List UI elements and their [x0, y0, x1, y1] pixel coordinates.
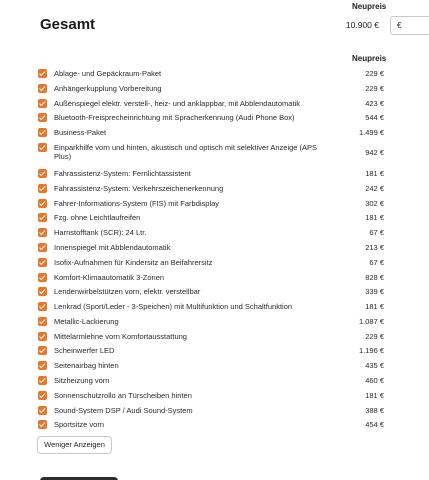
- item-label: Innenspiegel mit Abblendautomatik: [54, 243, 171, 252]
- item-label: Fahrassistenz-System: Fernlichtassistent: [54, 169, 191, 179]
- checkbox-checked-icon[interactable]: [38, 287, 47, 296]
- checkbox-checked-icon[interactable]: [38, 406, 47, 415]
- list-item[interactable]: [38, 167, 388, 182]
- summary-header: [0, 0, 429, 42]
- list-item[interactable]: [38, 300, 388, 315]
- item-price: 1.499 €: [358, 128, 384, 138]
- price-column-label: Neupreis: [352, 2, 387, 11]
- list-item[interactable]: [38, 315, 388, 330]
- checkbox-checked-icon[interactable]: [38, 376, 47, 385]
- list-item[interactable]: [38, 226, 388, 241]
- list-item[interactable]: [38, 97, 388, 112]
- item-label: Harnstofftank (SCR): 24 Ltr.: [54, 228, 147, 238]
- currency-input[interactable]: €: [390, 16, 429, 35]
- item-label: Einparkhilfe vorn und hinten, akustisch und optisch mit selektiver Anzeige (APS Plus): [54, 142, 318, 162]
- item-label: Sportsitze vorn: [54, 420, 105, 430]
- item-price: 181 €: [365, 169, 384, 179]
- total-price-box: [313, 13, 429, 37]
- checkbox-checked-icon[interactable]: [38, 84, 47, 93]
- checkbox-checked-icon[interactable]: [38, 69, 47, 78]
- item-label: Sound-System DSP / Audi Sound-System: [54, 405, 193, 415]
- item-price: 423 €: [365, 98, 384, 108]
- list-item[interactable]: [38, 82, 388, 97]
- item-label: Fzg. ohne Leichtlaufreifen: [54, 213, 141, 223]
- checkbox-checked-icon[interactable]: [38, 199, 47, 208]
- list-item[interactable]: [38, 344, 388, 359]
- list-item[interactable]: [38, 359, 388, 374]
- checkbox-checked-icon[interactable]: [38, 243, 47, 252]
- checkbox-checked-icon[interactable]: [38, 228, 47, 237]
- item-price: 339 €: [365, 287, 384, 297]
- item-label: Sonnenschutzrollo an Türscheiben hinten: [54, 390, 192, 400]
- item-price: 181 €: [365, 302, 384, 312]
- checkbox-checked-icon[interactable]: [38, 273, 47, 282]
- list-item[interactable]: [38, 374, 388, 389]
- equipment-list: [38, 67, 388, 433]
- checkbox-checked-icon[interactable]: [38, 420, 47, 429]
- item-label: Metallic-Lackierung: [54, 316, 119, 326]
- list-item[interactable]: [38, 404, 388, 419]
- item-price: 213 €: [365, 243, 384, 252]
- checkbox-checked-icon[interactable]: [38, 361, 47, 370]
- item-price: 229 €: [365, 331, 384, 341]
- checkbox-checked-icon[interactable]: [38, 391, 47, 400]
- total-value: 10.900 €: [345, 20, 379, 30]
- list-item[interactable]: [38, 211, 388, 226]
- list-item[interactable]: [38, 389, 388, 404]
- item-label: Ablage- und Gepäckraum-Paket: [54, 69, 162, 78]
- item-label: Fahrassistenz-System: Verkehrszeichenerkennung: [54, 183, 224, 193]
- item-price: 181 €: [365, 213, 384, 223]
- item-price: 454 €: [365, 420, 384, 430]
- item-price: 242 €: [365, 183, 384, 193]
- list-column-label: Neupreis: [352, 54, 387, 63]
- item-price: 302 €: [365, 198, 384, 208]
- checkbox-checked-icon[interactable]: [38, 317, 47, 326]
- checkbox-checked-icon[interactable]: [38, 258, 47, 267]
- item-label: Anhängerkupplung Vorbereitung: [54, 83, 162, 93]
- item-price: 544 €: [365, 113, 384, 123]
- item-price: 828 €: [365, 272, 384, 282]
- item-price: 1.087 €: [358, 316, 384, 326]
- item-label: Außenspiegel elektr. verstell-, heiz- und anklappbar, mit Abblendautomatik: [54, 98, 300, 108]
- item-price: 181 €: [365, 390, 384, 400]
- checkbox-checked-icon[interactable]: [38, 113, 47, 122]
- list-item[interactable]: [38, 111, 388, 126]
- checkbox-checked-icon[interactable]: [38, 302, 47, 311]
- item-price: 67 €: [369, 228, 384, 238]
- item-price: 67 €: [369, 257, 384, 267]
- list-item[interactable]: [38, 67, 388, 82]
- checkbox-checked-icon[interactable]: [38, 143, 47, 152]
- list-item[interactable]: [38, 126, 388, 141]
- item-label: Scheinwerfer LED: [54, 346, 115, 356]
- checkbox-checked-icon[interactable]: [38, 99, 47, 108]
- item-label: Mittelarmlehne vorn Komfortausstattung: [54, 331, 187, 341]
- checkbox-checked-icon[interactable]: [38, 332, 47, 341]
- item-price: 1.196 €: [358, 346, 384, 356]
- item-label: Lendenwirbelstützen vorn, elektr. verstellbar: [54, 287, 201, 297]
- item-price: 388 €: [365, 405, 384, 415]
- item-label: Bluetooth-Freisprecheinrichtung mit Spracherkennung (Audi Phone Box): [54, 113, 295, 123]
- list-item[interactable]: [38, 271, 388, 286]
- item-label: Sitzheizung vorn: [54, 376, 110, 386]
- list-item[interactable]: [38, 330, 388, 345]
- item-label: Fahrer-Informations-System (FIS) mit Farbdisplay: [54, 198, 220, 208]
- list-item[interactable]: [38, 285, 388, 300]
- item-price: 460 €: [365, 376, 384, 386]
- page-title: Gesamt: [40, 16, 96, 33]
- checkbox-checked-icon[interactable]: [38, 184, 47, 193]
- item-label: Business-Paket: [54, 128, 107, 138]
- checkbox-checked-icon[interactable]: [38, 169, 47, 178]
- checkbox-checked-icon[interactable]: [38, 128, 47, 137]
- item-price: 229 €: [365, 69, 384, 78]
- item-price: 435 €: [365, 361, 384, 371]
- list-item[interactable]: [38, 197, 388, 212]
- list-item[interactable]: [38, 182, 388, 197]
- item-price: 942 €: [365, 147, 384, 157]
- item-label: Seitenairbag hinten: [54, 361, 119, 371]
- item-price: 229 €: [365, 83, 384, 93]
- show-less-button[interactable]: Weniger Anzeigen: [37, 436, 112, 454]
- item-label: Lenkrad (Sport/Leder - 3-Speichen) mit Multifunktion und Schaltfunktion: [54, 302, 293, 312]
- checkbox-checked-icon[interactable]: [38, 346, 47, 355]
- list-item[interactable]: [38, 141, 388, 167]
- list-item[interactable]: [38, 256, 388, 271]
- item-label: Isofix-Aufnahmen für Kindersitz an Beifahrersitz: [54, 257, 213, 267]
- checkbox-checked-icon[interactable]: [38, 213, 47, 222]
- list-item[interactable]: [38, 241, 388, 256]
- item-label: Komfort-Klimaautomatik 3-Zonen: [54, 272, 165, 282]
- list-item[interactable]: [38, 418, 388, 433]
